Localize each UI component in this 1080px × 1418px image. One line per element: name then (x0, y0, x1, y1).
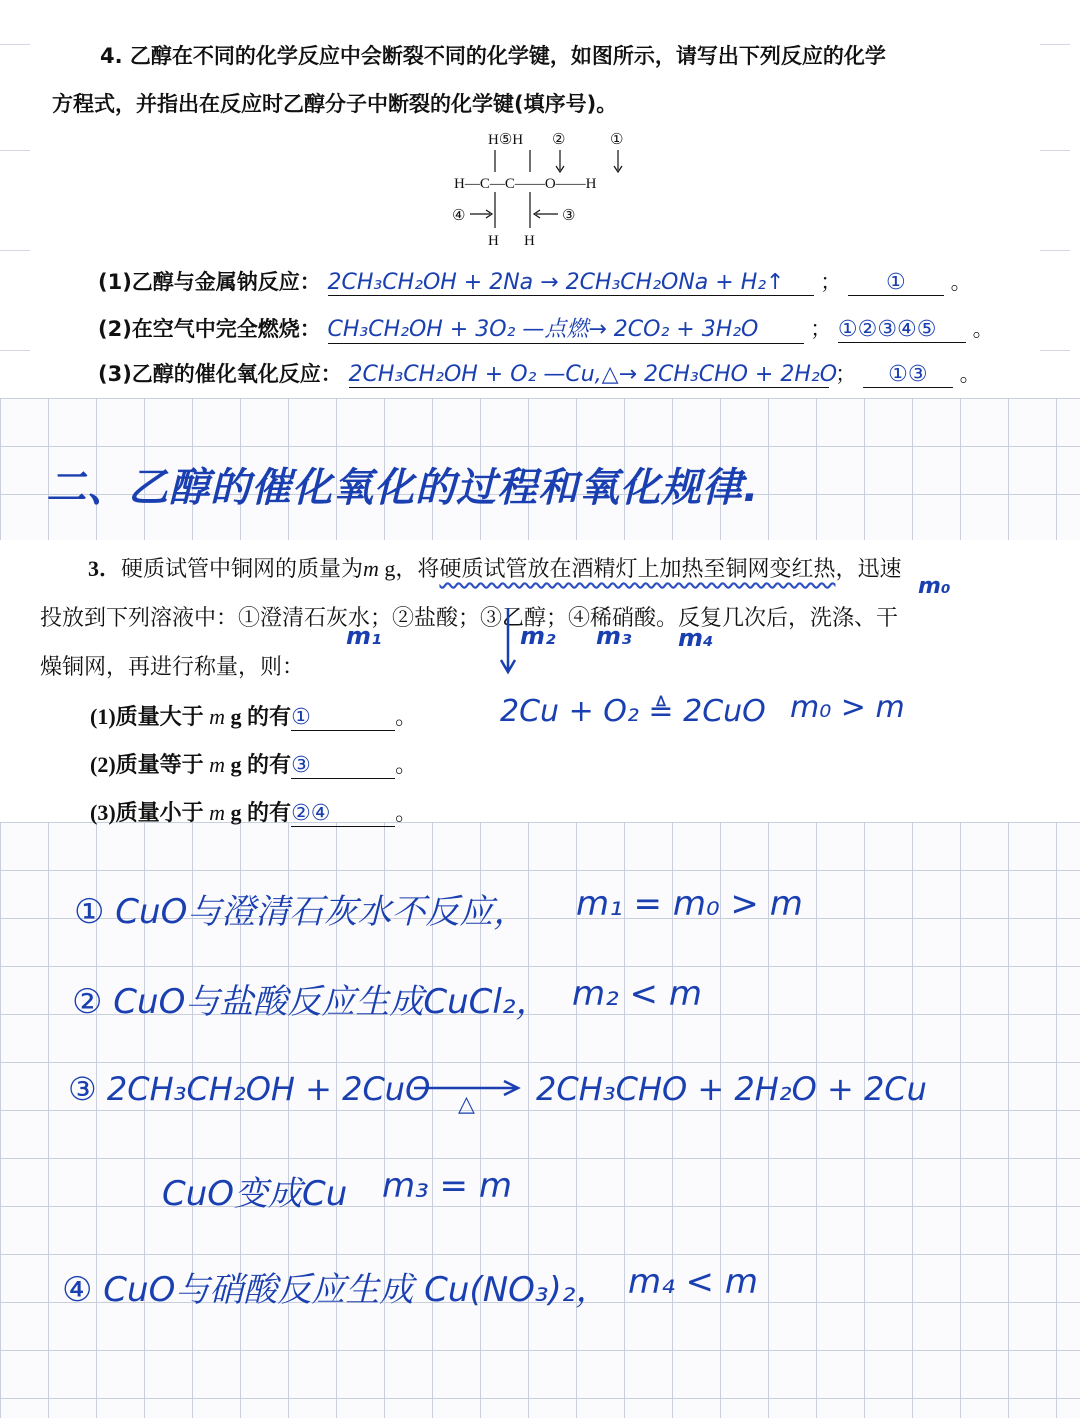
q4-item-1-answer: 2CH₃CH₂OH + 2Na → 2CH₃CH₂ONa + H₂↑ (328, 270, 814, 296)
q3-line1 (88, 552, 901, 583)
q4-item-1-bond: ① (848, 270, 944, 296)
q4-item-1-label: (1)乙醇与金属钠反应： (98, 270, 321, 294)
margin-tick (1040, 250, 1070, 251)
q3-item-1-answer: ① (291, 705, 395, 731)
q4-intro-line1 (100, 40, 886, 70)
q4-item-2-end: 。 (972, 317, 994, 341)
ethanol-structure-svg (440, 128, 680, 248)
analysis-1-rel: m₁ = m₀ > m (576, 884, 803, 924)
margin-tick (1040, 150, 1070, 151)
q3-item-3-answer: ②④ (291, 801, 395, 827)
q3-item-1-m: m (209, 704, 226, 729)
q3-item-3-label-b: g 的有 (230, 800, 292, 825)
note-m1: m₁ (346, 622, 382, 650)
analysis-2-rel: m₂ < m (572, 974, 702, 1014)
side-equation: 2Cu + O₂ ≜ 2CuO (500, 694, 766, 729)
q4-item-3-label: (3)乙醇的催化氧化反应： (98, 362, 342, 386)
section-heading: 二、乙醇的催化氧化的过程和氧化规律. (46, 465, 760, 511)
ethanol-structure-diagram (440, 128, 680, 248)
label-h5h: H⑤H (488, 132, 524, 148)
analysis-3-lhs: ③ 2CH₃CH₂OH + 2CuO (68, 1070, 431, 1108)
q3-m-symbol: m (363, 556, 379, 581)
q3-number: 3． (88, 556, 122, 581)
analysis-1-text: ① CuO与澄清石灰水不反应， (74, 892, 528, 932)
q3-line1-wavy: 硬质试管放在酒精灯上加热至铜网变红热 (439, 556, 836, 581)
q3-item-3-end: 。 (395, 800, 418, 825)
q3-item-3-label-a: (3)质量小于 (90, 800, 204, 825)
analysis-5-text: ④ CuO与硝酸反应生成 Cu(NO₃)₂， (62, 1270, 610, 1310)
q3-line2: 投放到下列溶液中：①澄清石灰水；②盐酸；③乙醇；④稀硝酸。反复几次后，洗涤、干 (40, 605, 899, 630)
analysis-2-text: ② CuO与盐酸反应生成CuCl₂， (72, 982, 550, 1022)
margin-tick (1040, 350, 1070, 351)
label-bond-3: ③ (562, 208, 576, 224)
q3-line1-a: 硬质试管中铜网的质量为 (121, 556, 364, 581)
q4-item-1-end: 。 (950, 270, 972, 294)
q4-intro-line2: 方程式，并指出在反应时乙醇分子中断裂的化学键(填序号)。 (52, 92, 618, 116)
down-arrow-icon (496, 606, 520, 676)
note-m0: m₀ (918, 574, 951, 599)
q4-item-2-label: (2)在空气中完全燃烧： (98, 317, 321, 341)
q4-item-3-bond: ①③ (863, 362, 953, 388)
margin-tick (0, 44, 30, 45)
q3-item-2-label-b: g 的有 (230, 752, 292, 777)
q4-item-3-answer: 2CH₃CH₂OH + O₂ —Cu,△→ 2CH₃CHO + 2H₂O (348, 362, 838, 387)
q4-number: 4. (100, 44, 123, 68)
q3-item-1-label-b: g 的有 (230, 704, 292, 729)
label-bond-1: ① (610, 132, 624, 148)
q4-item-3 (98, 358, 981, 388)
q3-line3: 燥铜网，再进行称量，则： (40, 654, 305, 679)
q4-item-3-end: 。 (959, 362, 981, 386)
q4-intro-text-1: 乙醇在不同的化学反应中会断裂不同的化学键，如图所示，请写出下列反应的化学 (129, 44, 886, 68)
margin-tick (0, 350, 30, 351)
analysis-4-text: CuO变成Cu (162, 1174, 348, 1214)
q3-item-3-m: m (209, 800, 226, 825)
label-bond-4: ④ (452, 208, 466, 224)
q3-item-2-end: 。 (395, 752, 418, 777)
analysis-3-rhs: 2CH₃CHO + 2H₂O + 2Cu (536, 1070, 927, 1108)
q3-item-2-label-a: (2)质量等于 (90, 752, 204, 777)
side-relation: m₀ > m (790, 690, 905, 725)
q3-line1-c: ，迅速 (835, 556, 902, 581)
margin-tick (0, 150, 30, 151)
q3-line1-b: g，将 (378, 556, 440, 581)
margin-tick (1040, 44, 1070, 45)
q4-item-2-answer: CH₃CH₂OH + 3O₂ —点燃→ 2CO₂ + 3H₂O (328, 312, 804, 344)
q3-item-3 (90, 796, 417, 827)
q4-item-2-bond: ①②③④⑤ (838, 317, 966, 343)
analysis-4-rel: m₃ = m (382, 1166, 512, 1206)
q4-item-2 (98, 312, 994, 344)
q3-item-2 (90, 748, 417, 779)
structure-chain: H—C—C——O——H (454, 176, 597, 192)
bottom-h-1: H (488, 233, 499, 248)
analysis-3-heat-mark: △ (458, 1092, 475, 1117)
q4-item-3-sep: ； (835, 362, 857, 386)
q3-item-1-end: 。 (395, 704, 418, 729)
label-bond-2: ② (552, 132, 566, 148)
q4-item-1 (98, 266, 972, 296)
q3-item-1 (90, 700, 417, 731)
q4-item-2-sep: ； (810, 317, 832, 341)
margin-tick (0, 250, 30, 251)
q3-item-1-label-a: (1)质量大于 (90, 704, 204, 729)
q3-item-2-answer: ③ (291, 753, 395, 779)
q3-item-2-m: m (209, 752, 226, 777)
note-m4: m₄ (678, 624, 714, 652)
bottom-h-2: H (524, 233, 535, 248)
note-m3: m₃ (596, 622, 632, 650)
q4-item-1-sep: ； (820, 270, 842, 294)
analysis-5-rel: m₄ < m (628, 1262, 758, 1302)
note-m2: m₂ (520, 622, 556, 650)
